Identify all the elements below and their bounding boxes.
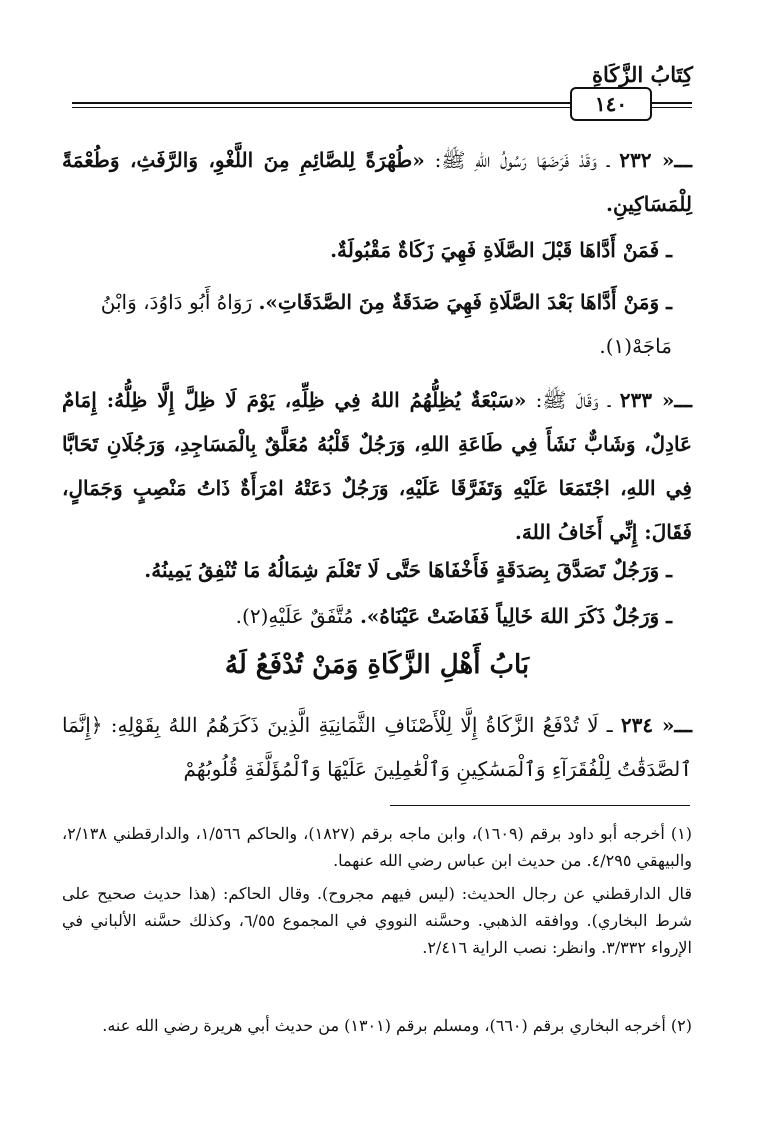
hadith-232-line-2: ـ فَمَنْ أَدَّاهَا قَبْلَ الصَّلَاةِ فَهِيَ زَكَاةٌ مَقْبُولَةٌ. xyxy=(330,238,672,262)
hadith-intro: ـ وَقَدْ فَرَضَهَا رَسُولُ اللهِ ﷺ: xyxy=(424,148,610,172)
footnote-text: أخرجه أبو داود برقم (١٦٠٩)، وابن ماجه برقم (١٨٢٧)، والحاكم ١/٥٦٦، والدارقطني ٢/١٣٨، والبيهقي ٤/٢٩٥. من حديث ابن عباس رضي الله عنهما. xyxy=(62,824,692,870)
hadith-intro: ـ وَقَالَ ﷺ: xyxy=(526,388,611,412)
footnote-separator xyxy=(390,805,690,806)
hadith-233-line-2: ـ وَرَجُلٌ تَصَدَّقَ بِصَدَقَةٍ فَأَخْفَاهَا حَتَّى لَا تَعْلَمَ شِمَالُهُ مَا تُنْفِقُ يَمِينُهُ. xyxy=(144,558,672,582)
footnote-label: (١) xyxy=(670,824,692,843)
page-number: ١٤٠ xyxy=(570,87,652,121)
footnote-label: (٢) xyxy=(670,1016,692,1035)
hadith-233-line-3 xyxy=(62,594,672,638)
hadith-232-line-3 xyxy=(62,280,672,368)
hadith-234 xyxy=(62,703,692,791)
footnote-text: أخرجه البخاري برقم (٦٦٠)، ومسلم برقم (١٣٠١) من حديث أبي هريرة رضي الله عنه. xyxy=(102,1016,666,1035)
hadith-text: «طُهْرَةً لِلصَّائِمِ مِنَ اللَّغْوِ، وَالرَّفَثِ، وَطُعْمَةً لِلْمَسَاكِينِ. xyxy=(62,148,692,216)
hadith-233 xyxy=(62,378,692,554)
running-title: كِتَابُ الزَّكَاةِ xyxy=(591,62,693,87)
footnote-1 xyxy=(62,820,692,874)
hadith-233-source: مُتَّفَقٌ عَلَيْهِ(٢). xyxy=(235,604,360,628)
hadith-text: «سَبْعَةٌ يُظِلُّهُمُ اللهُ فِي ظِلِّهِ، يَوْمَ لَا ظِلَّ إِلَّا ظِلُّهُ: إِمَامٌ عَادِلٌ، وَشَابٌّ نَشَأَ فِي طَاعَةِ اللهِ، وَرَجُلٌ قَلْبُهُ مُعَلَّقٌ بِالْمَسَاجِدِ، وَرَجُلَانِ تَحَابَّا فِي اللهِ، اجْتَمَعَا عَلَيْهِ وَتَفَرَّقَا عَلَيْهِ، وَرَجُلٌ دَعَتْهُ امْرَأَةٌ ذَاتُ مَنْصِبٍ وَجَمَالٍ، فَقَالَ: إِنِّي أَخَافُ اللهَ. xyxy=(62,388,692,544)
hadith-text: ـ لَا تُدْفَعُ الزَّكَاةُ إِلَّا لِلْأَصْنَافِ الثَّمَانِيَةِ الَّذِينَ ذَكَرَهُمُ اللهُ بِقَوْلِهِ: ﴿إِنَّمَا ٱلصَّدَقَٰتُ لِلْفُقَرَآءِ وَٱلْمَسَٰكِينِ وَٱلْعَٰمِلِينَ عَلَيْهَا وَٱلْمُؤَلَّفَةِ قُلُوبُهُمْ xyxy=(62,713,692,781)
hadith-number-marker: ـــ« ٢٣٢ xyxy=(619,148,692,172)
hadith-number-marker: ـــ« ٢٣٤ xyxy=(620,713,693,737)
hadith-233-line-3-text: ـ وَرَجُلٌ ذَكَرَ اللهَ خَالِياً فَفَاضَتْ عَيْنَاهُ». xyxy=(359,604,672,628)
hadith-number-marker: ـــ« ٢٣٣ xyxy=(619,388,693,412)
hadith-232-source: رَوَاهُ أَبُو دَاوُدَ، وَابْنُ مَاجَهْ(١). xyxy=(100,290,672,358)
footnote-2 xyxy=(62,1012,692,1039)
hadith-232 xyxy=(62,138,692,226)
hadith-232-line-3-text: ـ وَمَنْ أَدَّاهَا بَعْدَ الصَّلَاةِ فَهِيَ صَدَقَةٌ مِنَ الصَّدَقَاتِ». xyxy=(258,290,672,314)
chapter-heading: بَابُ أَهْلِ الزَّكَاةِ وَمَنْ تُدْفَعُ لَهُ xyxy=(224,650,530,680)
footnote-1-note: قال الدارقطني عن رجال الحديث: (ليس فيهم مجروح). وقال الحاكم: (هذا حديث صحيح على شرط البخاري). ووافقه الذهبي. وحسَّنه النووي في المجموع ٦/٥٥، وكذلك حسَّنه الألباني في الإرواء ٣/٣٣٢. وانظر: نصب الراية ٢/٤١٦. xyxy=(62,884,692,957)
